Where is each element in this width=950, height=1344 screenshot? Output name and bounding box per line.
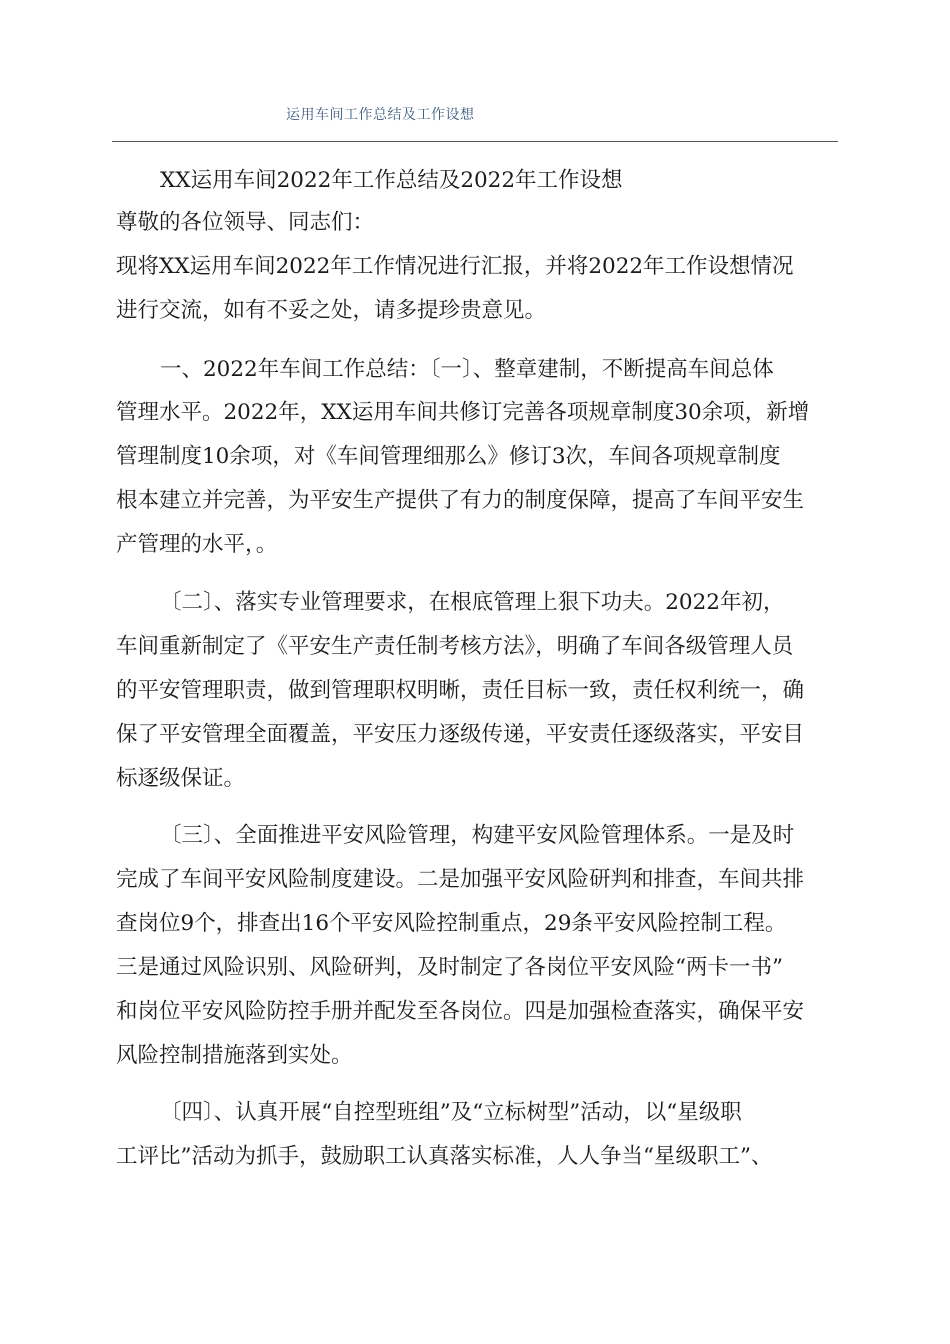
salutation: 尊敬的各位领导、同志们： [116,210,375,235]
document-title: XX运用车间2022年工作总结及2022年工作设想 [160,168,623,193]
header-divider [112,141,838,142]
para3-line: 三是通过风险识别、风险研判，及时制定了各岗位平安风险“两卡一书” [116,955,783,980]
para2-line: 的平安管理职责，做到管理职权明晰，责任目标一致，责任权利统一，确 [116,678,805,703]
para1-line: 一、2022年车间工作总结：〔一〕、整章建制，不断提高车间总体 [160,357,774,382]
para1-line: 管理水平。2022年，XX运用车间共修订完善各项规章制度30余项，新增 [116,400,810,425]
para3-line: 和岗位平安风险防控手册并配发至各岗位。四是加强检查落实，确保平安 [116,999,805,1024]
page-header-title: 运用车间工作总结及工作设想 [286,107,475,123]
para2-line: 〔二〕、落实专业管理要求，在根底管理上狠下功夫。2022年初， [160,590,785,615]
para3-line: 查岗位9个，排查出16个平安风险控制重点，29条平安风险控制工程。 [116,911,787,936]
para4-line: 〔四〕、认真开展“自控型班组”及“立标树型”活动，以“星级职 [160,1100,742,1125]
para3-line: 〔三〕、全面推进平安风险管理，构建平安风险管理体系。一是及时 [160,823,795,848]
para1-line: 产管理的水平，。 [116,532,278,557]
para3-line: 完成了车间平安风险制度建设。二是加强平安风险研判和排查，车间共排 [116,867,805,892]
para4-line: 工评比”活动为抓手，鼓励职工认真落实标准，人人争当“星级职工”、 [116,1144,773,1169]
para2-line: 车间重新制定了《平安生产责任制考核方法》，明确了车间各级管理人员 [116,634,794,659]
para2-line: 保了平安管理全面覆盖，平安压力逐级传递，平安责任逐级落实，平安目 [116,722,805,747]
intro-line: 进行交流，如有不妥之处，请多提珍贵意见。 [116,298,547,323]
para1-line: 管理制度10余项，对《车间管理细那么》修订3次，车间各项规章制度 [116,444,781,469]
para2-line: 标逐级保证。 [116,766,246,791]
para3-line: 风险控制措施落到实处。 [116,1043,353,1068]
para1-line: 根本建立并完善，为平安生产提供了有力的制度保障，提高了车间平安生 [116,488,805,513]
intro-line: 现将XX运用车间2022年工作情况进行汇报，并将2022年工作设想情况 [116,254,794,279]
